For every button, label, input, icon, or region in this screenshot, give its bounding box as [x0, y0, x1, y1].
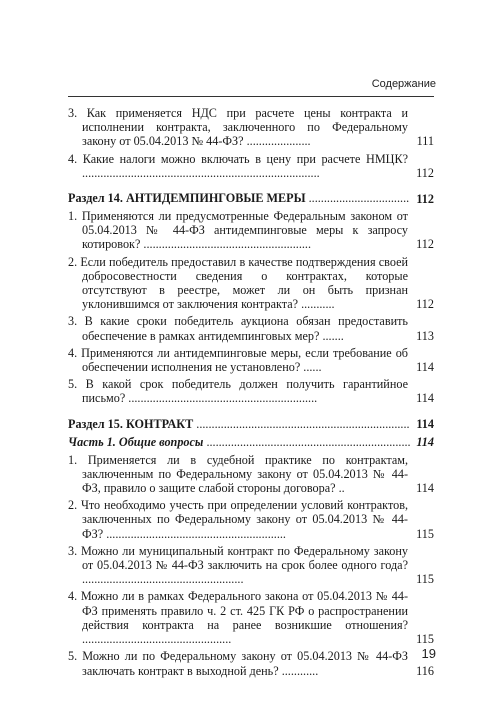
toc-entry[interactable]: [68, 649, 434, 677]
toc-leader: ..............................................................: [128, 391, 318, 406]
toc-page-number: 115: [410, 632, 434, 646]
toc-page-number: 114: [410, 360, 434, 374]
toc-entry-text: 5. В какой срок победитель должен получить гарантийное письмо?: [68, 377, 408, 406]
toc-leader: ......: [303, 360, 322, 375]
toc-entry-text: 1. Применяются ли предусмотренные Федеральным законом от 05.04.2013 № 44-ФЗ антидемпинговые меры к запросу котировок?: [68, 209, 408, 252]
toc-page-number: 112: [410, 237, 434, 251]
toc-leader: ............: [281, 663, 319, 678]
toc-entry[interactable]: [68, 255, 434, 312]
toc-page-number: 112: [410, 166, 434, 180]
toc-page-number: 114: [410, 481, 434, 495]
toc-part-title: Часть 1. Общие вопросы .....: [68, 435, 434, 449]
toc-entry[interactable]: [68, 589, 434, 646]
toc-entry[interactable]: [68, 346, 434, 374]
toc-entry-text: 5. Можно ли по Федеральному закону от 05.04.2013 № 44-ФЗ заключать контракт в выходной день?: [68, 649, 408, 678]
toc-page-number: 114: [410, 391, 434, 405]
toc-leader: .......: [322, 328, 344, 343]
toc-entry-text: 3. Как применяется НДС при расчете цены контракта и исполнении контракта, заключенного по Федеральному закону от 05.04.2013 № 44-ФЗ?: [68, 106, 408, 149]
toc-entry[interactable]: [68, 498, 434, 541]
toc-page-number: 115: [410, 527, 434, 541]
header-divider: [68, 96, 434, 97]
toc-entry-text: 3. Можно ли муниципальный контракт по Федеральному закону от 05.04.2013 № 44-ФЗ заключить на срок более одного года?: [68, 543, 408, 573]
toc-page-number: 111: [410, 134, 434, 148]
toc-entry-text: 4. Какие налоги можно включать в цену при расчете НМЦК?: [68, 151, 408, 166]
toc-leader: .....................................................: [82, 572, 244, 587]
toc-entry[interactable]: [68, 544, 434, 587]
toc-entry[interactable]: [68, 377, 434, 405]
toc-leader: ..: [338, 481, 345, 496]
toc-page-number: 114: [410, 417, 434, 431]
toc-entry-text: 2. Что необходимо учесть при определении условий контрактов, заключенных по Федеральному закону от 05.04.2013 № 44-ФЗ?: [68, 498, 408, 541]
toc-entry[interactable]: [68, 106, 434, 149]
toc-leader: ..............................................................................: [82, 165, 320, 180]
toc-page-number: 115: [410, 572, 434, 586]
toc-page-number: 114: [410, 435, 434, 449]
toc-leader: ...........................................................: [106, 526, 286, 541]
toc-leader: .....................: [246, 134, 311, 149]
page-number: 19: [421, 646, 436, 661]
toc-entry-text: 4. Можно ли в рамках Федерального закона от 05.04.2013 № 44-ФЗ применять правило ч. 2 ст. 425 ГК РФ о распространении действия контракта на ранее возникшие отношения?: [68, 589, 408, 632]
toc-entry-text: 4. Применяются ли антидемпинговые меры, если требование об обеспечении исполнения не установлено?: [68, 345, 408, 375]
toc-page-number: 112: [410, 297, 434, 311]
toc-leader: .......................................................: [143, 237, 311, 252]
table-of-contents: [68, 106, 434, 678]
toc-entry-text: 2. Если победитель предоставил в качестве подтверждения своей добросовестности сведения о контрактах, которые отсутствуют в реестре, может ли он быть признан уклонившимся от заключения контракта?: [68, 254, 408, 312]
toc-part-heading[interactable]: [68, 435, 434, 450]
toc-section-title: Раздел 15. КОНТРАКТ .....: [68, 417, 434, 431]
toc-entry[interactable]: [68, 209, 434, 252]
toc-entry-text: 3. В какие сроки победитель аукциона обязан предоставить обеспечение в рамках антидемпинговых мер?: [68, 314, 408, 343]
running-header: Содержание: [371, 78, 436, 90]
toc-entry[interactable]: [68, 152, 434, 180]
toc-entry-text: 1. Применяется ли в судебной практике по контрактам, заключенным по Федеральному закону от 05.04.2013 № 44-ФЗ, правило о защите слабой стороны договора?: [68, 452, 408, 496]
toc-section-heading[interactable]: [68, 191, 434, 206]
toc-leader: .................................................: [82, 632, 232, 647]
toc-section-heading[interactable]: [68, 417, 434, 432]
toc-page-number: 112: [410, 192, 434, 206]
toc-section-title: Раздел 14. АНТИДЕМПИНГОВЫЕ МЕРЫ .....: [68, 191, 434, 205]
toc-entry[interactable]: [68, 314, 434, 342]
toc-entry[interactable]: [68, 453, 434, 496]
toc-page-number: 116: [410, 664, 434, 678]
toc-page-number: 113: [410, 329, 434, 343]
toc-leader: ...........: [301, 297, 335, 312]
